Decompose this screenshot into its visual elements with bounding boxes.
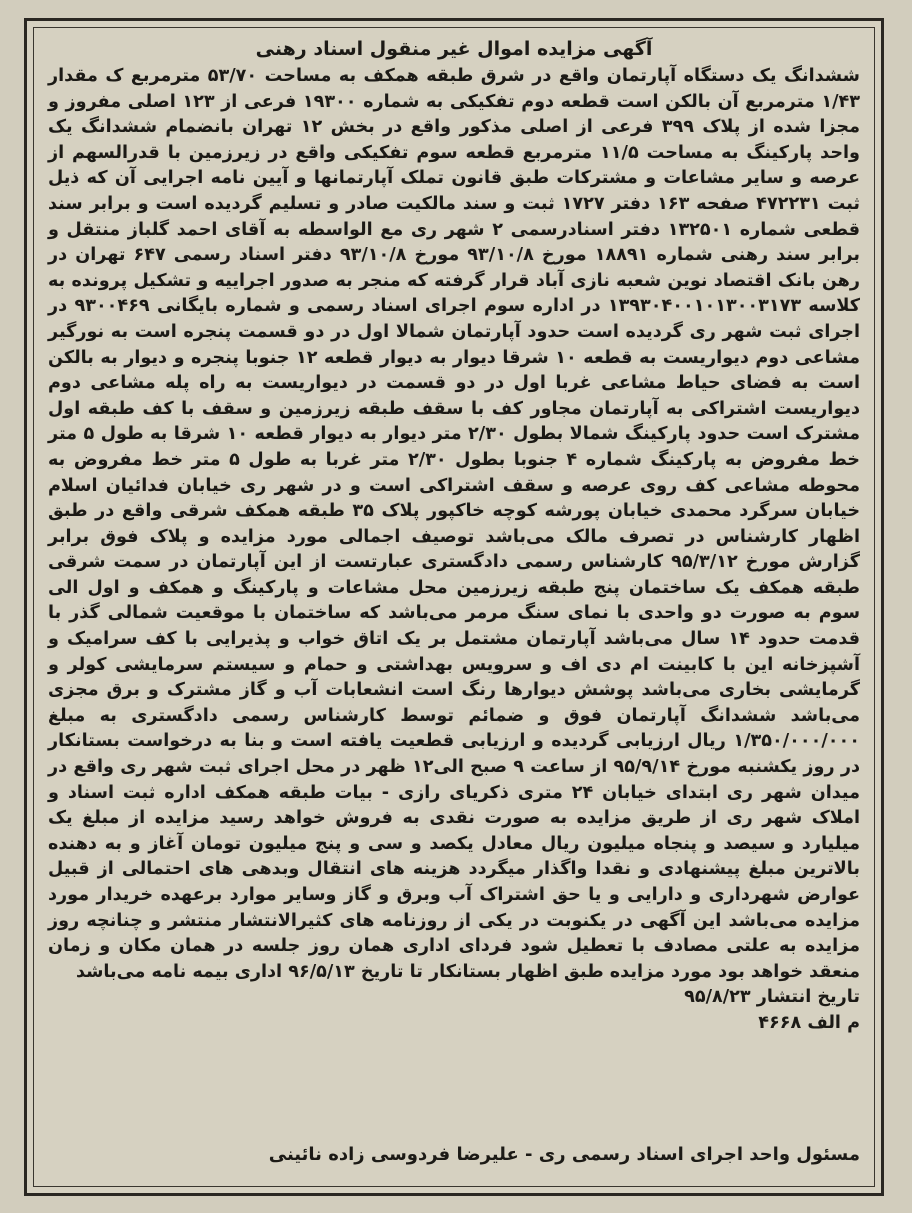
notice-inner-border [33,27,875,1187]
notice-title: آگهی مزایده اموال غیر منقول اسناد رهنی [255,38,653,60]
signature-line: مسئول واحد اجرای اسناد رسمی ری - علیرضا فردوسی زاده نائینی [268,1144,860,1165]
notice-code: م الف ۴۶۶۸ [758,1012,860,1033]
publish-date: تاریخ انتشار ۹۵/۸/۲۳ [684,987,860,1008]
notice-body: ششدانگ یک دستگاه آپارتمان واقع در شرق طبقه همکف به مساحت ۵۳/۷۰ مترمربع ک مقدار ۱/۴۳ مترمربع آن بالکن است قطعه دوم تفکیکی به شماره ۱۹۳۰۰ فرعی از ۱۲۳ اصلی مفروز و مجزا شده از پلاک ۳۹۹ فرعی از اصلی مذکور واقع در بخش ۱۲ تهران بانضمام ششدانگ یک واحد پارکینگ به مساحت ۱۱/۵ مترمربع قطعه سوم تفکیکی واقع در زیرزمین با قدرالسهم از عرصه و سایر مشاعات و مشترکات طبق قانون تملک آپارتمانها و آیین نامه اجرایی آن که ذیل ثبت ۴۷۲۲۳۱ صفحه ۱۶۳ دفتر ۱۷۲۷ ثبت و سند مالکیت صادر و تسلیم گردیده است و برابر سند قطعی شماره ۱۳۲۵۰۱ دفتر اسنادرسمی ۲ شهر ری مع الواسطه به آقای احمد گلباز منتقل و برابر سند رهنی شماره ۱۸۸۹۱ مورخ ۹۳/۱۰/۸ مورخ ۹۳/۱۰/۸ دفتر اسناد رسمی ۶۴۷ تهران در رهن بانک اقتصاد نوین شعبه نازی آباد قرار گرفته که منجر به صدور اجراییه و تشکیل پرونده به کلاسه ۱۳۹۳۰۴۰۰۱۰۱۳۰۰۳۱۷۳ در اداره سوم اجرای اسناد رسمی و شماره بایگانی ۹۳۰۰۴۶۹ در اجرای ثبت شهر ری گردیده است حدود آپارتمان شمالا اول در دو قسمت پنجره است به نورگیر مشاعی دوم دیواریست به قطعه ۱۰ شرقا دیوار به دیوار قطعه ۱۲ جنوبا پنجره و دیوار به بالکن است به فضای حیاط مشاعی غربا اول در دو قسمت در دیواریست به راه پله مشاعی دوم دیواریست اشتراکی به آپارتمان مجاور کف با سقف طبقه زیرزمین و سقف با کف طبقه اول مشترک است حدود پارکینگ شمالا بطول ۲/۳۰ متر دیوار به دیوار قطعه ۱۰ شرقا به طول ۵ متر خط مفروض به پارکینگ شماره ۴ جنوبا بطول ۲/۳۰ متر غربا به طول ۵ متر خط مفروض به محوطه مشاعی کف روی عرصه و سقف اشتراکی است و در شهر ری خیابان فدائیان اسلام خیابان سرگرد محمدی خیابان پورشه کوچه خاکپور پلاک ۳۵ طبقه همکف شرقی واقع در طبق اظهار کارشناس در تصرف مالک می‌باشد توصیف اجمالی مورد مزایده و پلاک فوق برابر گزارش مورخ ۹۵/۳/۱۲ کارشناس رسمی دادگستری عبارتست از این آپارتمان در سمت شرقی طبقه همکف یک ساختمان پنج طبقه زیرزمین محل مشاعات و پارکینگ و همکف و اول الی سوم به صورت دو واحدی با نمای سنگ مرمر می‌باشد که ساختمان با موقعیت شمالی گذر با قدمت حدود ۱۴ سال می‌باشد آپارتمان مشتمل بر یک اتاق خواب و پذیرایی با کف سرامیک و آشپزخانه این با کابینت ام دی اف و سرویس بهداشتی و حمام و سیستم سرمایشی کولر و گرمایشی بخاری می‌باشد پوشش دیوارها رنگ است انشعابات آب و گاز مشترک و برق مجزی می‌باشد ششدانگ آپارتمان فوق و ضمائم توسط کارشناس رسمی دادگستری به مبلغ ۱/۳۵۰/۰۰۰/۰۰۰ ریال ارزیابی گردیده و ارزیابی قطعیت یافته است و بنا به درخواست بستانکار در روز یکشنبه مورخ ۹۵/۹/۱۴ از ساعت ۹ صبح الی۱۲ ظهر در محل اجرای ثبت شهر ری واقع در میدان شهر ری ابتدای خیابان ۲۴ متری ذکریای رازی - بیات طبقه همکف اداره ثبت اسناد و املاک شهر ری از طریق مزایده به صورت نقدی به فروش خواهد رسید مزایده از مبلغ یک میلیارد و سیصد و پنجاه میلیون ریال معادل یکصد و سی و پنج میلیون تومان آغاز و به دهنده بالاترین مبلغ پیشنهادی و نقدا واگذار میگردد هزینه های انتقال وبدهی های احتمالی از قبیل عوارض شهرداری و دارایی و یا حق اشتراک آب وبرق و گاز وسایر موارد برعهده خریدار مورد مزایده می‌باشد این آگهی در یکنوبت در یکی از روزنامه های کثیرالانتشار منتشر و چنانچه روز مزایده به علتی مصادف با تعطیل شود فردای اداری همان روز جلسه در همان مکان و زمان منعقد خواهد بود مورد مزایده طبق اظهار بستانکار تا تاریخ ۹۶/۵/۱۳ اداری بیمه نامه می‌باشد [48,66,861,982]
notice-frame [24,18,884,1196]
